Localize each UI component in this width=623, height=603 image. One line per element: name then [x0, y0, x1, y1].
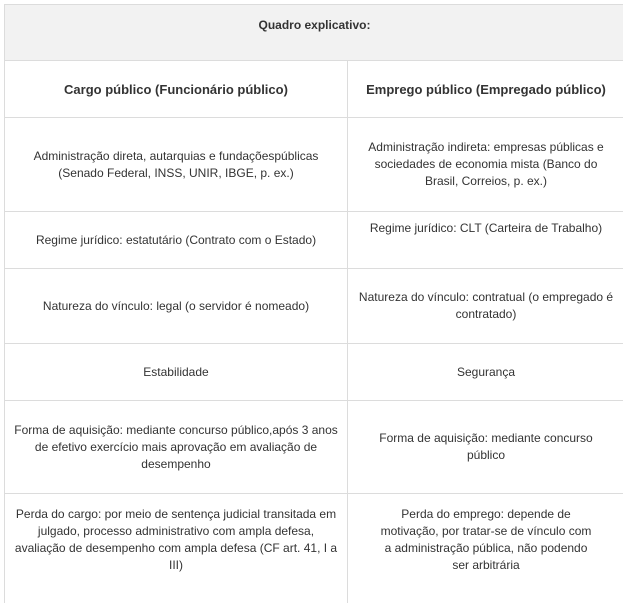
table-cell-right: [348, 212, 623, 269]
cell-text: Administração indireta: empresas públicas e sociedades de economia mista (Banco do Brasil, Correios, p. ex.): [368, 140, 604, 188]
cell-text: Regime jurídico: estatutário (Contrato com o Estado): [35, 232, 317, 247]
table-cell-right: [348, 401, 623, 494]
column-header-cargo-publico: Cargo público (Funcionário público): [5, 61, 348, 118]
table-cell-left: [5, 344, 348, 401]
table-cell-left: [5, 269, 348, 344]
cell-text: Administração direta, autarquias e fundaçõespúblicas (Senado Federal, INSS, UNIR, IBGE, p. ex.): [33, 148, 319, 180]
table-cell-right: [348, 494, 623, 603]
table-row: [5, 118, 623, 212]
cell-text: Natureza do vínculo: contratual (o empregado é contratado): [358, 290, 614, 321]
table-row: [5, 212, 623, 269]
table-title: Quadro explicativo:: [5, 5, 623, 61]
cell-text: Natureza do vínculo: legal (o servidor é nomeado): [42, 298, 310, 313]
cell-text: Forma de aquisição: mediante concurso público: [379, 431, 593, 462]
table-cell-right: [348, 344, 623, 401]
cell-text: Perda do emprego: depende de motivação, por tratar-se de vínculo com a administração pública, não podendo ser arbitrária: [380, 507, 592, 572]
table-cell-right: [348, 118, 623, 212]
table-row: [5, 344, 623, 401]
table-cell-right: [348, 269, 623, 344]
column-header-emprego-publico: Emprego público (Empregado público): [348, 61, 623, 118]
table-cell-left: [5, 212, 348, 269]
table-cell-left: [5, 401, 348, 494]
cell-text: Forma de aquisição: mediante concurso público,após 3 anos de efetivo exercício mais aprovação em avaliação de desempenho: [14, 422, 338, 471]
table-title-row: [5, 5, 623, 61]
table-row: [5, 401, 623, 494]
table-header-row: [5, 61, 623, 118]
cell-text: Perda do cargo: por meio de sentença judicial transitada em julgado, processo administrativo com ampla defesa, avaliação de desempenho com ampla defesa (CF art. 41, I a III): [14, 507, 338, 572]
cell-text: Estabilidade: [143, 364, 209, 379]
cell-text: Regime jurídico: CLT (Carteira de Trabalho): [369, 221, 603, 235]
table-row: [5, 269, 623, 344]
table-cell-left: [5, 118, 348, 212]
comparison-table: [4, 4, 623, 603]
cell-text: Segurança: [456, 364, 516, 379]
table-row: [5, 494, 623, 603]
table-cell-left: [5, 494, 348, 603]
